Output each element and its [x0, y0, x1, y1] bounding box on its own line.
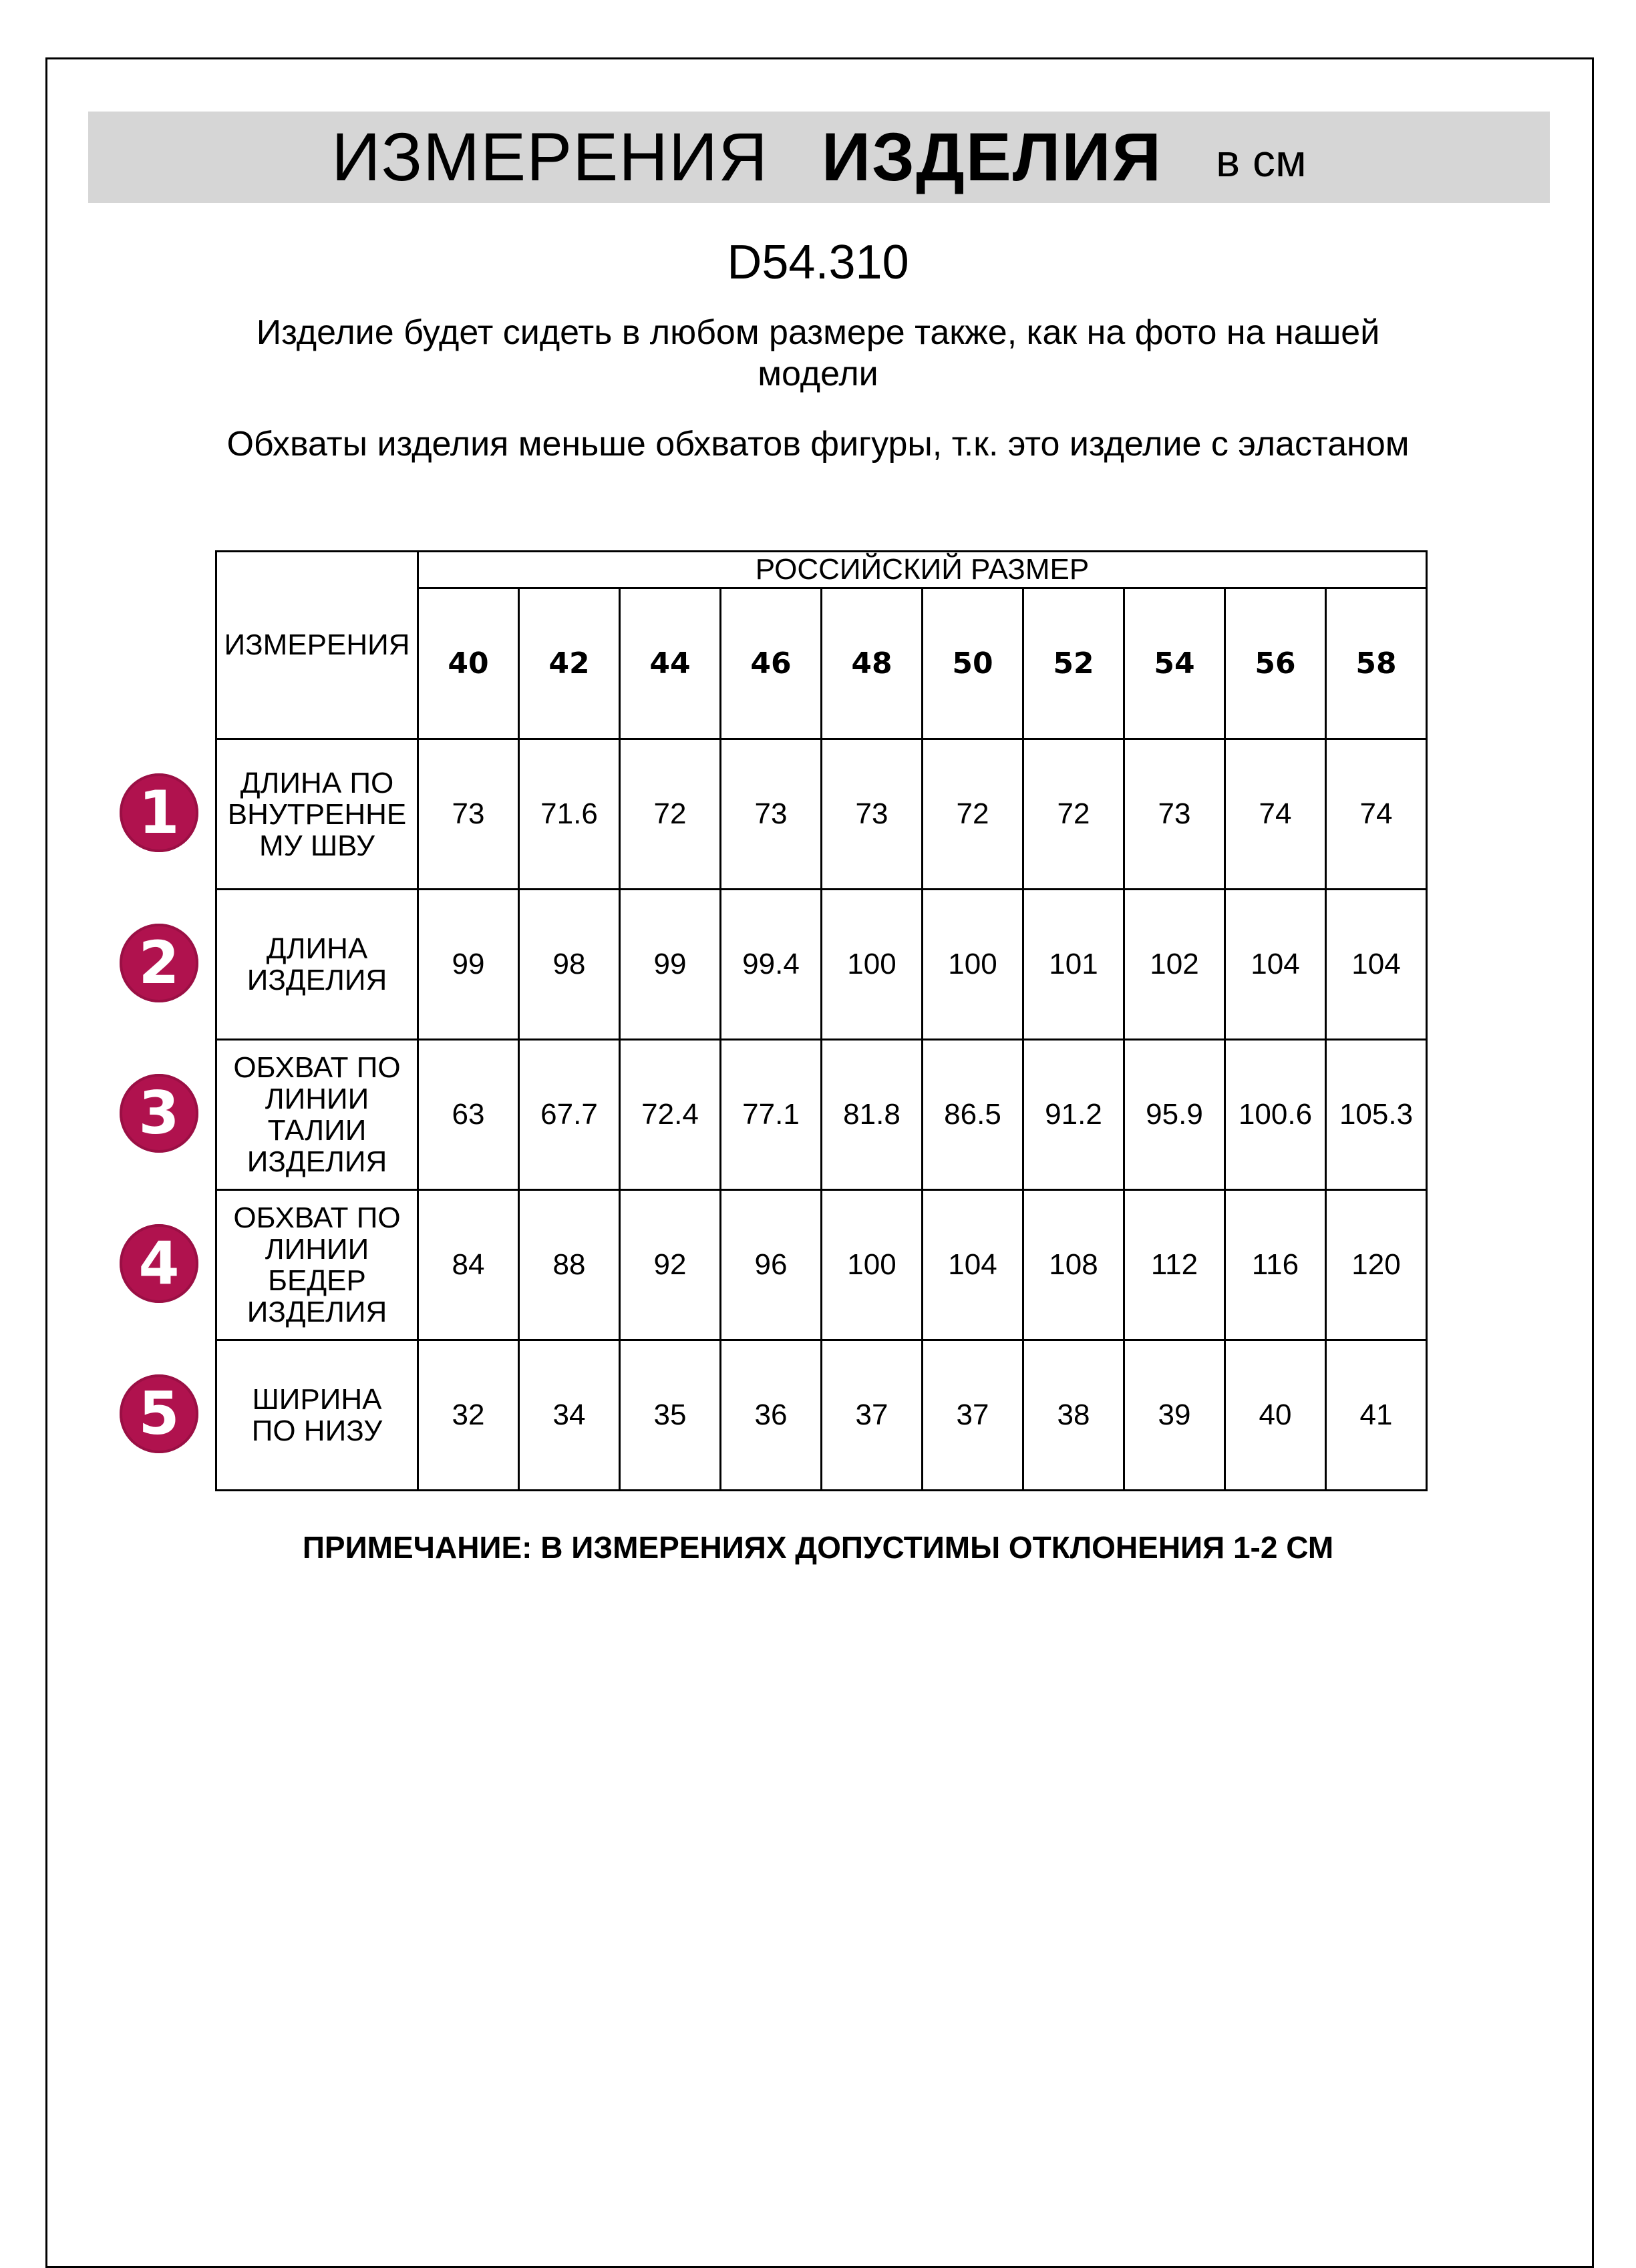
row-label: ОБХВАТ ПО ЛИНИИ ТАЛИИ ИЗДЕЛИЯ: [216, 1040, 418, 1190]
table-cell: 37: [822, 1340, 923, 1491]
table-cell: 81.8: [822, 1040, 923, 1190]
table-cell: 72: [923, 739, 1023, 890]
table-cell: 37: [923, 1340, 1023, 1491]
table-cell: 77.1: [721, 1040, 822, 1190]
table-cell: 100.6: [1225, 1040, 1326, 1190]
table-row: [216, 1190, 1427, 1340]
table-cell: 100: [822, 1190, 923, 1340]
table-cell: 102: [1124, 890, 1225, 1040]
row-number-badge: 5: [120, 1374, 198, 1453]
row-label: ШИРИНА ПО НИЗУ: [216, 1340, 418, 1491]
page-title: [88, 112, 1550, 203]
table-cell: 39: [1124, 1340, 1225, 1491]
row-number-badge: 2: [120, 924, 198, 1002]
table-cell: 92: [620, 1190, 721, 1340]
table-cell: 91.2: [1023, 1040, 1124, 1190]
table-cell: 40: [1225, 1340, 1326, 1491]
table-cell: 120: [1326, 1190, 1427, 1340]
table-cell: 41: [1326, 1340, 1427, 1491]
size-header-50: 50: [923, 588, 1023, 739]
table-cell: 88: [519, 1190, 620, 1340]
table-cell: 99: [418, 890, 519, 1040]
table-cell: 74: [1326, 739, 1427, 890]
table-cell: 84: [418, 1190, 519, 1340]
size-header-54: 54: [1124, 588, 1225, 739]
size-header-46: 46: [721, 588, 822, 739]
size-header-52: 52: [1023, 588, 1124, 739]
table-cell: 72: [1023, 739, 1124, 890]
table-cell: 104: [1225, 890, 1326, 1040]
table-row: [216, 739, 1427, 890]
table-cell: 96: [721, 1190, 822, 1340]
row-number-badge: 4: [120, 1224, 198, 1303]
table-cell: 105.3: [1326, 1040, 1427, 1190]
table-cell: 104: [1326, 890, 1427, 1040]
table-cell: 95.9: [1124, 1040, 1225, 1190]
group-header: РОССИЙСКИЙ РАЗМЕР: [418, 552, 1427, 588]
table-cell: 34: [519, 1340, 620, 1491]
table-cell: 104: [923, 1190, 1023, 1340]
table-cell: 108: [1023, 1190, 1124, 1340]
title-banner: [88, 112, 1550, 203]
table-cell: 99.4: [721, 890, 822, 1040]
table-cell: 99: [620, 890, 721, 1040]
size-header-44: 44: [620, 588, 721, 739]
row-number-badge: 3: [120, 1074, 198, 1153]
table-cell: 86.5: [923, 1040, 1023, 1190]
size-table: [215, 550, 1428, 1491]
row-label: ОБХВАТ ПО ЛИНИИ БЕДЕР ИЗДЕЛИЯ: [216, 1190, 418, 1340]
table-cell: 100: [923, 890, 1023, 1040]
row-number-badge: 1: [120, 773, 198, 852]
table-cell: 35: [620, 1340, 721, 1491]
table-cell: 100: [822, 890, 923, 1040]
table-cell: 73: [418, 739, 519, 890]
size-header-48: 48: [822, 588, 923, 739]
elastane-note: Обхваты изделия меньше обхватов фигуры, т.к. это изделие с эластаном: [226, 425, 1410, 463]
corner-label: ИЗМЕРЕНИЯ: [216, 552, 418, 739]
table-cell: 72.4: [620, 1040, 721, 1190]
table-cell: 36: [721, 1340, 822, 1491]
table-row: [216, 890, 1427, 1040]
title-bold: ИЗДЕЛИЯ: [821, 119, 1162, 195]
row-label: ДЛИНА ПО ВНУТРЕННЕ МУ ШВУ: [216, 739, 418, 890]
fit-note: Изделие будет сидеть в любом размере также, как на фото на нашей модели: [256, 313, 1380, 393]
table-cell: 71.6: [519, 739, 620, 890]
table-row: [216, 1340, 1427, 1491]
table-cell: 101: [1023, 890, 1124, 1040]
size-header-58: 58: [1326, 588, 1427, 739]
row-label: ДЛИНА ИЗДЕЛИЯ: [216, 890, 418, 1040]
table-cell: 32: [418, 1340, 519, 1491]
title-units: в см: [1215, 135, 1307, 186]
table-cell: 67.7: [519, 1040, 620, 1190]
table-cell: 73: [1124, 739, 1225, 890]
table-cell: 38: [1023, 1340, 1124, 1491]
size-header-40: 40: [418, 588, 519, 739]
table-cell: 63: [418, 1040, 519, 1190]
size-header-56: 56: [1225, 588, 1326, 739]
table-cell: 116: [1225, 1190, 1326, 1340]
table-cell: 98: [519, 890, 620, 1040]
table-cell: 72: [620, 739, 721, 890]
footnote: ПРИМЕЧАНИЕ: В ИЗМЕРЕНИЯХ ДОПУСТИМЫ ОТКЛОНЕНИЯ 1-2 СМ: [302, 1530, 1334, 1565]
article-code: D54.310: [727, 236, 909, 289]
table-row: [216, 1040, 1427, 1190]
table-cell: 73: [721, 739, 822, 890]
table-cell: 73: [822, 739, 923, 890]
table-cell: 74: [1225, 739, 1326, 890]
size-header-42: 42: [519, 588, 620, 739]
table-cell: 112: [1124, 1190, 1225, 1340]
title-regular: ИЗМЕРЕНИЯ: [331, 119, 768, 195]
